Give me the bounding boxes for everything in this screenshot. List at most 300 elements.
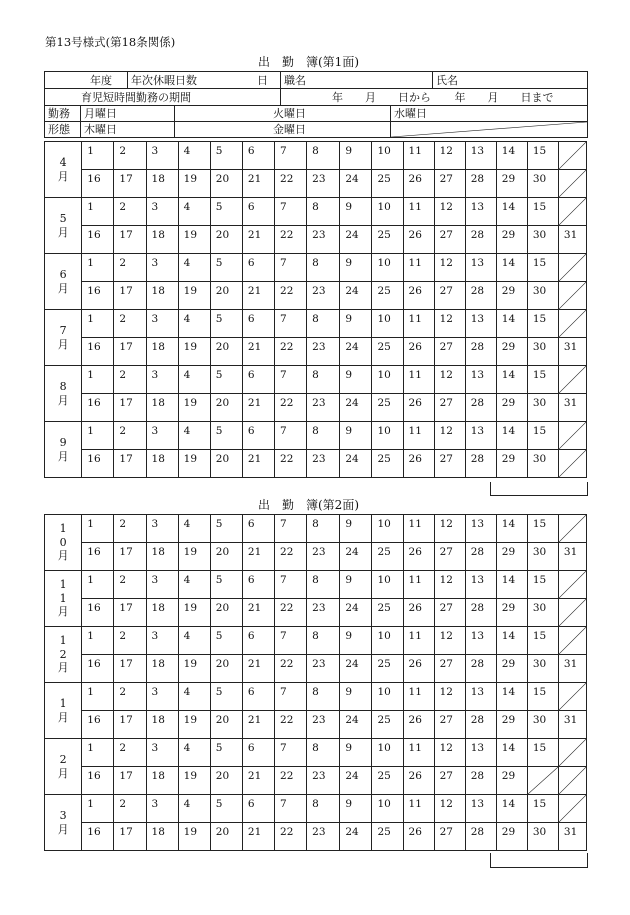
day-cell[interactable]: 11 <box>403 198 434 226</box>
day-cell[interactable]: 1 <box>82 254 114 282</box>
day-cell[interactable]: 14 <box>496 254 527 282</box>
day-cell[interactable]: 11 <box>403 683 434 711</box>
day-cell[interactable]: 11 <box>403 142 434 170</box>
day-cell[interactable]: 3 <box>146 310 178 338</box>
day-cell[interactable]: 8 <box>307 254 340 282</box>
day-cell[interactable]: 15 <box>527 515 558 543</box>
day-cell[interactable]: 14 <box>496 627 527 655</box>
day-cell[interactable]: 8 <box>307 739 340 767</box>
day-cell[interactable]: 26 <box>403 599 434 627</box>
day-cell[interactable]: 14 <box>496 366 527 394</box>
day-cell[interactable]: 12 <box>434 310 465 338</box>
day-cell[interactable]: 28 <box>465 282 496 310</box>
day-cell[interactable]: 2 <box>114 571 146 599</box>
monday-field[interactable]: 月曜日 <box>81 106 175 122</box>
day-cell[interactable]: 3 <box>146 515 178 543</box>
day-cell[interactable]: 27 <box>434 394 465 422</box>
day-cell[interactable]: 22 <box>275 226 307 254</box>
day-cell[interactable]: 23 <box>307 450 340 478</box>
day-cell[interactable]: 12 <box>434 515 465 543</box>
day-cell[interactable]: 4 <box>178 683 210 711</box>
day-cell[interactable]: 29 <box>496 711 527 739</box>
day-cell[interactable]: 1 <box>82 310 114 338</box>
day-cell[interactable]: 9 <box>340 142 372 170</box>
day-cell[interactable]: 22 <box>275 711 307 739</box>
day-cell[interactable]: 27 <box>434 543 465 571</box>
day-cell[interactable]: 8 <box>307 366 340 394</box>
day-cell[interactable]: 29 <box>496 450 527 478</box>
day-cell[interactable]: 2 <box>114 142 146 170</box>
day-cell[interactable]: 12 <box>434 422 465 450</box>
day-cell[interactable]: 13 <box>465 627 496 655</box>
day-cell[interactable]: 19 <box>178 170 210 198</box>
day-cell[interactable]: 10 <box>372 366 403 394</box>
day-cell[interactable]: 20 <box>210 226 242 254</box>
day-cell[interactable]: 14 <box>496 198 527 226</box>
day-cell[interactable]: 8 <box>307 198 340 226</box>
day-cell[interactable]: 30 <box>527 226 558 254</box>
day-cell[interactable]: 18 <box>146 767 178 795</box>
day-cell[interactable]: 15 <box>527 142 558 170</box>
day-cell[interactable]: 21 <box>242 599 274 627</box>
day-cell[interactable]: 29 <box>496 767 527 795</box>
day-cell[interactable]: 24 <box>340 543 372 571</box>
day-cell[interactable]: 26 <box>403 655 434 683</box>
day-cell[interactable]: 21 <box>242 282 274 310</box>
day-cell[interactable]: 2 <box>114 198 146 226</box>
day-cell[interactable]: 3 <box>146 422 178 450</box>
day-cell[interactable]: 19 <box>178 767 210 795</box>
day-cell[interactable]: 5 <box>210 683 242 711</box>
day-cell[interactable]: 21 <box>242 338 274 366</box>
day-cell[interactable]: 30 <box>527 655 558 683</box>
day-cell[interactable]: 14 <box>496 683 527 711</box>
day-cell[interactable]: 27 <box>434 338 465 366</box>
day-cell[interactable]: 1 <box>82 795 114 823</box>
day-cell[interactable]: 14 <box>496 142 527 170</box>
day-cell[interactable]: 20 <box>210 338 242 366</box>
day-cell[interactable]: 8 <box>307 683 340 711</box>
day-cell[interactable]: 5 <box>210 571 242 599</box>
day-cell[interactable]: 15 <box>527 571 558 599</box>
day-cell[interactable]: 8 <box>307 571 340 599</box>
day-cell[interactable]: 28 <box>465 823 496 851</box>
day-cell[interactable]: 30 <box>527 394 558 422</box>
wednesday-field[interactable]: 水曜日 <box>391 106 588 122</box>
day-cell[interactable]: 17 <box>114 599 146 627</box>
day-cell[interactable]: 29 <box>496 170 527 198</box>
day-cell[interactable]: 16 <box>82 543 114 571</box>
day-cell[interactable]: 16 <box>82 711 114 739</box>
day-cell[interactable]: 12 <box>434 795 465 823</box>
day-cell[interactable]: 15 <box>527 739 558 767</box>
day-cell[interactable]: 20 <box>210 450 242 478</box>
day-cell[interactable]: 30 <box>527 711 558 739</box>
day-cell[interactable]: 9 <box>340 683 372 711</box>
day-cell[interactable]: 18 <box>146 543 178 571</box>
day-cell[interactable]: 16 <box>82 450 114 478</box>
day-cell[interactable]: 19 <box>178 450 210 478</box>
day-cell[interactable]: 2 <box>114 422 146 450</box>
day-cell[interactable]: 17 <box>114 767 146 795</box>
day-cell[interactable]: 6 <box>242 795 274 823</box>
day-cell[interactable]: 9 <box>340 310 372 338</box>
day-cell[interactable]: 19 <box>178 655 210 683</box>
day-cell[interactable]: 14 <box>496 310 527 338</box>
day-cell[interactable]: 3 <box>146 198 178 226</box>
day-cell[interactable]: 26 <box>403 711 434 739</box>
day-cell[interactable]: 17 <box>114 282 146 310</box>
day-cell[interactable]: 1 <box>82 571 114 599</box>
day-cell[interactable]: 24 <box>340 450 372 478</box>
day-cell[interactable]: 4 <box>178 422 210 450</box>
day-cell[interactable]: 2 <box>114 627 146 655</box>
day-cell[interactable]: 13 <box>465 571 496 599</box>
day-cell[interactable]: 12 <box>434 142 465 170</box>
day-cell[interactable]: 15 <box>527 254 558 282</box>
day-cell[interactable]: 25 <box>372 823 403 851</box>
day-cell[interactable]: 6 <box>242 198 274 226</box>
day-cell[interactable]: 3 <box>146 366 178 394</box>
day-cell[interactable]: 28 <box>465 599 496 627</box>
day-cell[interactable]: 26 <box>403 394 434 422</box>
day-cell[interactable]: 20 <box>210 170 242 198</box>
day-cell[interactable]: 27 <box>434 170 465 198</box>
day-cell[interactable]: 23 <box>307 543 340 571</box>
day-cell[interactable]: 20 <box>210 823 242 851</box>
day-cell[interactable]: 16 <box>82 767 114 795</box>
day-cell[interactable]: 3 <box>146 627 178 655</box>
day-cell[interactable]: 5 <box>210 142 242 170</box>
day-cell[interactable]: 27 <box>434 655 465 683</box>
day-cell[interactable]: 20 <box>210 543 242 571</box>
day-cell[interactable]: 27 <box>434 767 465 795</box>
day-cell[interactable]: 6 <box>242 422 274 450</box>
day-cell[interactable]: 14 <box>496 515 527 543</box>
day-cell[interactable]: 25 <box>372 170 403 198</box>
day-cell[interactable]: 6 <box>242 142 274 170</box>
day-cell[interactable]: 20 <box>210 282 242 310</box>
day-cell[interactable]: 5 <box>210 198 242 226</box>
day-cell[interactable]: 16 <box>82 226 114 254</box>
day-cell[interactable]: 3 <box>146 739 178 767</box>
day-cell[interactable]: 17 <box>114 450 146 478</box>
day-cell[interactable]: 2 <box>114 310 146 338</box>
day-cell[interactable]: 9 <box>340 515 372 543</box>
day-cell[interactable]: 22 <box>275 655 307 683</box>
day-cell[interactable]: 18 <box>146 823 178 851</box>
day-cell[interactable]: 4 <box>178 571 210 599</box>
day-cell[interactable]: 4 <box>178 515 210 543</box>
day-cell[interactable]: 6 <box>242 515 274 543</box>
day-cell[interactable]: 20 <box>210 394 242 422</box>
day-cell[interactable]: 28 <box>465 543 496 571</box>
day-cell[interactable]: 24 <box>340 282 372 310</box>
day-cell[interactable]: 1 <box>82 422 114 450</box>
day-cell[interactable]: 10 <box>372 683 403 711</box>
day-cell[interactable]: 15 <box>527 795 558 823</box>
day-cell[interactable]: 13 <box>465 142 496 170</box>
day-cell[interactable]: 10 <box>372 422 403 450</box>
day-cell[interactable]: 21 <box>242 823 274 851</box>
day-cell[interactable]: 19 <box>178 394 210 422</box>
day-cell[interactable]: 18 <box>146 599 178 627</box>
day-cell[interactable]: 28 <box>465 767 496 795</box>
day-cell[interactable]: 23 <box>307 394 340 422</box>
day-cell[interactable]: 25 <box>372 338 403 366</box>
day-cell[interactable]: 7 <box>275 683 307 711</box>
day-cell[interactable]: 12 <box>434 366 465 394</box>
day-cell[interactable]: 1 <box>82 739 114 767</box>
day-cell[interactable]: 23 <box>307 170 340 198</box>
day-cell[interactable]: 1 <box>82 683 114 711</box>
thursday-field[interactable]: 木曜日 <box>81 122 175 138</box>
day-cell[interactable]: 2 <box>114 366 146 394</box>
day-cell[interactable]: 18 <box>146 655 178 683</box>
day-cell[interactable]: 13 <box>465 366 496 394</box>
shimei-field[interactable]: 氏名 <box>433 72 588 89</box>
day-cell[interactable]: 11 <box>403 310 434 338</box>
day-cell[interactable]: 11 <box>403 254 434 282</box>
day-cell[interactable]: 6 <box>242 571 274 599</box>
day-cell[interactable]: 20 <box>210 767 242 795</box>
day-cell[interactable]: 25 <box>372 543 403 571</box>
day-cell[interactable]: 3 <box>146 795 178 823</box>
day-cell[interactable]: 4 <box>178 627 210 655</box>
day-cell[interactable]: 25 <box>372 655 403 683</box>
day-cell[interactable]: 25 <box>372 282 403 310</box>
day-cell[interactable]: 16 <box>82 282 114 310</box>
day-cell[interactable]: 6 <box>242 627 274 655</box>
day-cell[interactable]: 29 <box>496 823 527 851</box>
day-cell[interactable]: 18 <box>146 226 178 254</box>
day-cell[interactable]: 7 <box>275 627 307 655</box>
day-cell[interactable]: 22 <box>275 170 307 198</box>
day-cell[interactable]: 28 <box>465 655 496 683</box>
day-cell[interactable]: 18 <box>146 282 178 310</box>
day-cell[interactable]: 25 <box>372 767 403 795</box>
day-cell[interactable]: 27 <box>434 711 465 739</box>
day-cell[interactable]: 10 <box>372 795 403 823</box>
day-cell[interactable]: 26 <box>403 282 434 310</box>
day-cell[interactable]: 31 <box>558 655 586 683</box>
day-cell[interactable]: 13 <box>465 683 496 711</box>
day-cell[interactable]: 11 <box>403 366 434 394</box>
day-cell[interactable]: 5 <box>210 627 242 655</box>
day-cell[interactable]: 28 <box>465 170 496 198</box>
day-cell[interactable]: 1 <box>82 515 114 543</box>
day-cell[interactable]: 6 <box>242 739 274 767</box>
day-cell[interactable]: 6 <box>242 683 274 711</box>
day-cell[interactable]: 30 <box>527 543 558 571</box>
day-cell[interactable]: 30 <box>527 282 558 310</box>
day-cell[interactable]: 11 <box>403 795 434 823</box>
day-cell[interactable]: 24 <box>340 394 372 422</box>
day-cell[interactable]: 9 <box>340 254 372 282</box>
day-cell[interactable]: 23 <box>307 823 340 851</box>
day-cell[interactable]: 26 <box>403 338 434 366</box>
day-cell[interactable]: 12 <box>434 683 465 711</box>
day-cell[interactable]: 26 <box>403 170 434 198</box>
day-cell[interactable]: 31 <box>558 338 586 366</box>
day-cell[interactable]: 13 <box>465 739 496 767</box>
day-cell[interactable]: 5 <box>210 310 242 338</box>
day-cell[interactable]: 4 <box>178 366 210 394</box>
day-cell[interactable]: 19 <box>178 282 210 310</box>
day-cell[interactable]: 31 <box>558 543 586 571</box>
day-cell[interactable]: 8 <box>307 627 340 655</box>
day-cell[interactable]: 16 <box>82 170 114 198</box>
day-cell[interactable]: 1 <box>82 366 114 394</box>
day-cell[interactable]: 22 <box>275 450 307 478</box>
day-cell[interactable]: 30 <box>527 450 558 478</box>
day-cell[interactable]: 21 <box>242 170 274 198</box>
day-cell[interactable]: 10 <box>372 310 403 338</box>
day-cell[interactable]: 2 <box>114 795 146 823</box>
day-cell[interactable]: 28 <box>465 450 496 478</box>
day-cell[interactable]: 1 <box>82 198 114 226</box>
day-cell[interactable]: 10 <box>372 254 403 282</box>
day-cell[interactable]: 13 <box>465 515 496 543</box>
day-cell[interactable]: 4 <box>178 739 210 767</box>
day-cell[interactable]: 4 <box>178 198 210 226</box>
childcare-period-field[interactable] <box>281 89 588 106</box>
day-cell[interactable]: 13 <box>465 198 496 226</box>
day-cell[interactable]: 26 <box>403 543 434 571</box>
day-cell[interactable]: 11 <box>403 422 434 450</box>
day-cell[interactable]: 21 <box>242 711 274 739</box>
day-cell[interactable]: 21 <box>242 394 274 422</box>
day-cell[interactable]: 24 <box>340 338 372 366</box>
day-cell[interactable]: 21 <box>242 226 274 254</box>
day-cell[interactable]: 7 <box>275 310 307 338</box>
day-cell[interactable]: 19 <box>178 543 210 571</box>
day-cell[interactable]: 23 <box>307 338 340 366</box>
day-cell[interactable]: 27 <box>434 823 465 851</box>
blank-field[interactable] <box>391 122 588 138</box>
day-cell[interactable]: 21 <box>242 543 274 571</box>
day-cell[interactable]: 29 <box>496 543 527 571</box>
day-cell[interactable]: 9 <box>340 422 372 450</box>
day-cell[interactable]: 9 <box>340 198 372 226</box>
day-cell[interactable]: 1 <box>82 627 114 655</box>
day-cell[interactable]: 12 <box>434 571 465 599</box>
day-cell[interactable]: 25 <box>372 450 403 478</box>
day-cell[interactable]: 31 <box>558 394 586 422</box>
day-cell[interactable]: 29 <box>496 226 527 254</box>
day-cell[interactable]: 15 <box>527 310 558 338</box>
day-cell[interactable]: 18 <box>146 170 178 198</box>
day-cell[interactable]: 7 <box>275 142 307 170</box>
day-cell[interactable]: 16 <box>82 599 114 627</box>
day-cell[interactable]: 23 <box>307 655 340 683</box>
day-cell[interactable]: 15 <box>527 422 558 450</box>
day-cell[interactable]: 28 <box>465 338 496 366</box>
day-cell[interactable]: 14 <box>496 739 527 767</box>
day-cell[interactable]: 22 <box>275 282 307 310</box>
day-cell[interactable]: 27 <box>434 282 465 310</box>
day-cell[interactable]: 29 <box>496 282 527 310</box>
day-cell[interactable]: 24 <box>340 655 372 683</box>
day-cell[interactable]: 19 <box>178 823 210 851</box>
day-cell[interactable]: 7 <box>275 254 307 282</box>
day-cell[interactable]: 7 <box>275 422 307 450</box>
day-cell[interactable]: 1 <box>82 142 114 170</box>
day-cell[interactable]: 13 <box>465 310 496 338</box>
day-cell[interactable]: 12 <box>434 254 465 282</box>
day-cell[interactable]: 20 <box>210 599 242 627</box>
friday-field[interactable]: 金曜日 <box>175 122 391 138</box>
day-cell[interactable]: 3 <box>146 683 178 711</box>
day-cell[interactable]: 17 <box>114 226 146 254</box>
day-cell[interactable]: 2 <box>114 683 146 711</box>
day-cell[interactable]: 18 <box>146 711 178 739</box>
day-cell[interactable]: 8 <box>307 310 340 338</box>
day-cell[interactable]: 15 <box>527 627 558 655</box>
day-cell[interactable]: 23 <box>307 767 340 795</box>
day-cell[interactable]: 11 <box>403 571 434 599</box>
day-cell[interactable]: 17 <box>114 543 146 571</box>
day-cell[interactable]: 14 <box>496 795 527 823</box>
day-cell[interactable]: 12 <box>434 739 465 767</box>
day-cell[interactable]: 24 <box>340 170 372 198</box>
day-cell[interactable]: 4 <box>178 142 210 170</box>
day-cell[interactable]: 7 <box>275 515 307 543</box>
day-cell[interactable]: 17 <box>114 655 146 683</box>
day-cell[interactable]: 3 <box>146 571 178 599</box>
day-cell[interactable]: 12 <box>434 198 465 226</box>
day-cell[interactable]: 29 <box>496 599 527 627</box>
day-cell[interactable]: 27 <box>434 226 465 254</box>
day-cell[interactable]: 11 <box>403 515 434 543</box>
day-cell[interactable]: 4 <box>178 254 210 282</box>
day-cell[interactable]: 25 <box>372 711 403 739</box>
day-cell[interactable]: 31 <box>558 226 586 254</box>
day-cell[interactable]: 26 <box>403 823 434 851</box>
day-cell[interactable]: 2 <box>114 254 146 282</box>
day-cell[interactable]: 22 <box>275 543 307 571</box>
day-cell[interactable]: 23 <box>307 711 340 739</box>
day-cell[interactable]: 2 <box>114 515 146 543</box>
day-cell[interactable]: 10 <box>372 571 403 599</box>
day-cell[interactable]: 9 <box>340 739 372 767</box>
day-cell[interactable]: 7 <box>275 571 307 599</box>
day-cell[interactable]: 26 <box>403 226 434 254</box>
day-cell[interactable]: 27 <box>434 599 465 627</box>
day-cell[interactable]: 7 <box>275 739 307 767</box>
day-cell[interactable]: 11 <box>403 739 434 767</box>
day-cell[interactable]: 22 <box>275 394 307 422</box>
day-cell[interactable]: 21 <box>242 450 274 478</box>
day-cell[interactable]: 9 <box>340 627 372 655</box>
day-cell[interactable]: 25 <box>372 226 403 254</box>
day-cell[interactable]: 30 <box>527 823 558 851</box>
day-cell[interactable]: 19 <box>178 226 210 254</box>
day-cell[interactable]: 28 <box>465 711 496 739</box>
day-cell[interactable]: 23 <box>307 226 340 254</box>
day-cell[interactable]: 6 <box>242 254 274 282</box>
day-cell[interactable]: 28 <box>465 394 496 422</box>
day-cell[interactable]: 2 <box>114 739 146 767</box>
day-cell[interactable]: 5 <box>210 366 242 394</box>
day-cell[interactable]: 16 <box>82 655 114 683</box>
day-cell[interactable]: 29 <box>496 338 527 366</box>
day-cell[interactable]: 14 <box>496 422 527 450</box>
day-cell[interactable]: 18 <box>146 394 178 422</box>
day-cell[interactable]: 20 <box>210 655 242 683</box>
day-cell[interactable]: 31 <box>558 823 586 851</box>
day-cell[interactable]: 18 <box>146 338 178 366</box>
